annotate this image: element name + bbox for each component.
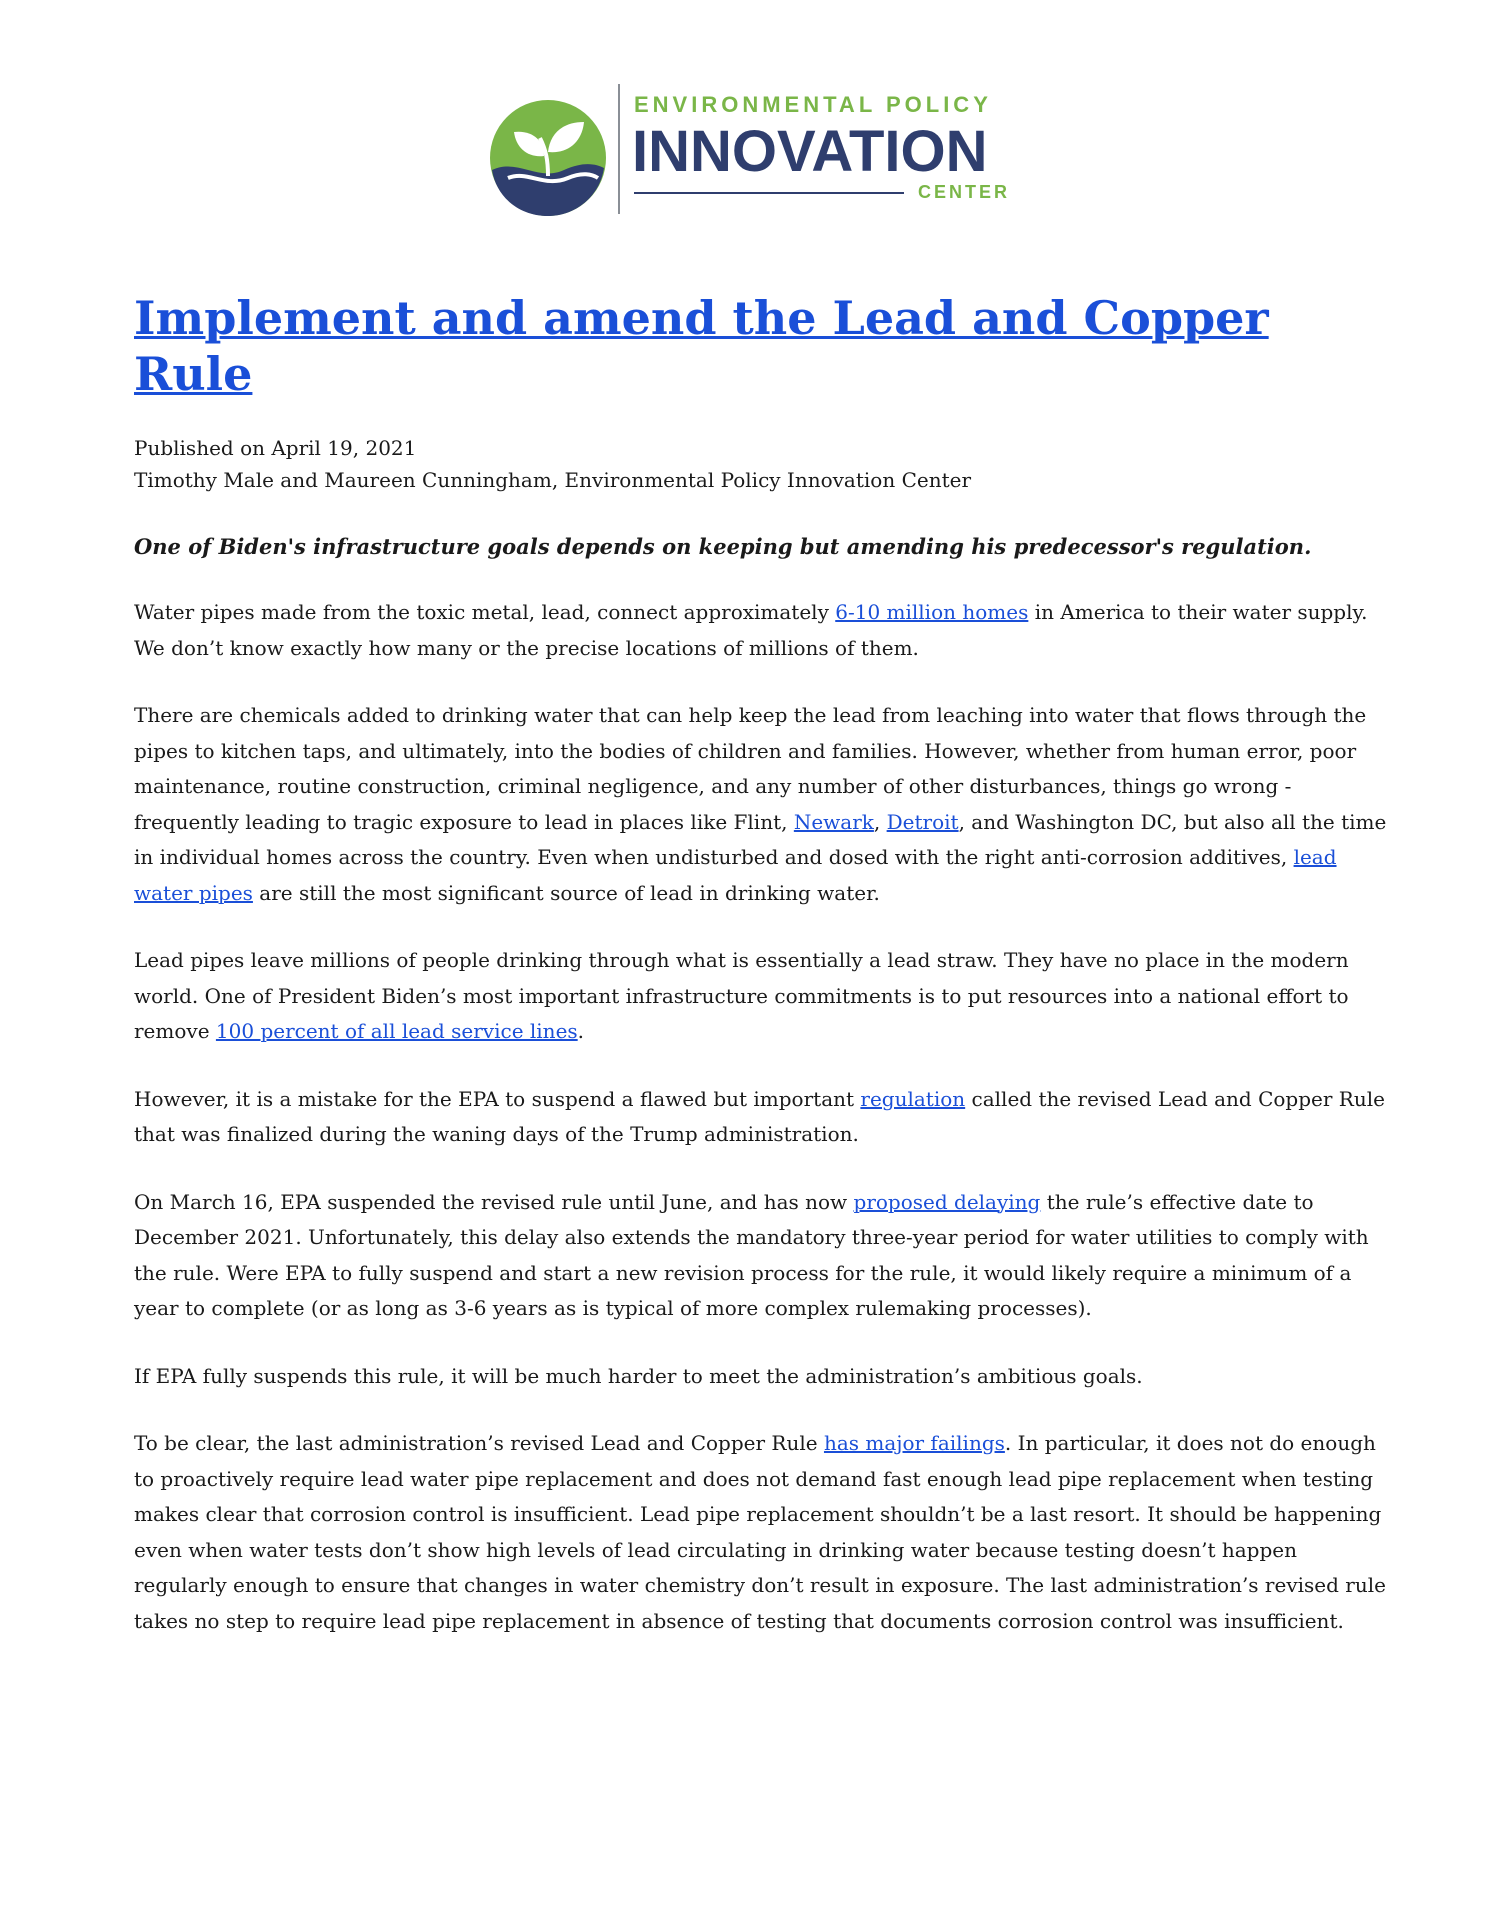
logo-line-innovation: INNOVATION bbox=[632, 119, 988, 184]
link-lead-service-lines[interactable]: 100 percent of all lead service lines bbox=[215, 1019, 578, 1043]
paragraph-1 bbox=[134, 595, 1394, 666]
link-newark[interactable]: Newark bbox=[793, 809, 874, 834]
published-date: Published on April 19, 2021 bbox=[134, 436, 417, 460]
text-span: called the revised Lead and Copper Rule that was finalized during the waning days of the Trump administration. bbox=[134, 1086, 1385, 1146]
article-title-link[interactable]: Implement and amend the Lead and Copper Rule bbox=[134, 291, 1269, 401]
text-span: To be clear, the last administration’s revised Lead and Copper Rule bbox=[134, 1431, 824, 1455]
article-authors: Timothy Male and Maureen Cunningham, Environmental Policy Innovation Center bbox=[134, 468, 972, 492]
link-lead-water-pipes[interactable]: lead water pipes bbox=[134, 845, 1337, 905]
text-span: , and Washington DC, but also all the time in individual homes across the country. Even when undisturbed and dosed with the right anti-corrosion additives, bbox=[134, 809, 1387, 869]
article-title bbox=[134, 290, 1394, 402]
text-span: There are chemicals added to drinking water that can help keep the lead from leaching into water that flows through the pipes to kitchen taps, and ultimately, into the bodies of children and families. However, whether from human error, poor maintenance, routine construction, criminal negligence, and any number of other disturbances, things go wrong - frequently leading to tragic exposure to lead in places like Flint, bbox=[134, 703, 1367, 834]
article bbox=[134, 290, 1394, 1639]
paragraph-6 bbox=[134, 1359, 1394, 1395]
paragraph-2 bbox=[134, 698, 1394, 911]
text-span: the rule’s effective date to December 2021. Unfortunately, this delay also extends the mandatory three-year period for water utilities to comply with the rule. Were EPA to fully suspend and start a new revision process for the rule, it would likely require a minimum of a year to complete (or as long as 3-6 years as is typical of more complex rulemaking processes). bbox=[134, 1189, 1369, 1320]
text-span: are still the most significant source of lead in drinking water. bbox=[252, 880, 880, 905]
link-regulation[interactable]: regulation bbox=[860, 1086, 966, 1111]
logo-rule bbox=[634, 192, 904, 194]
text-span: Lead pipes leave millions of people drinking through what is essentially a lead straw. They have no place in the modern world. One of President Biden’s most important infrastructure commitments is to put resources into a national effort to remove bbox=[134, 948, 1349, 1043]
text-span: However, it is a mistake for the EPA to suspend a flawed but important bbox=[134, 1086, 861, 1111]
text-span: in America to their water supply. We don’t know exactly how many or the precise locations of millions of them. bbox=[134, 600, 1368, 660]
text-span: . In particular, it does not do enough to proactively require lead water pipe replacement and does not demand fast enough lead pipe replacement when testing makes clear that corrosion control is insufficient. Lead pipe replacement shouldn’t be a last resort. It should be happening even when water tests don’t show high levels of lead circulating in drinking water because testing doesn’t happen regularly enough to ensure that changes in water chemistry don’t result in exposure. The last administration’s revised rule takes no step to require lead pipe replacement in absence of testing that documents corrosion control was insufficient. bbox=[134, 1431, 1386, 1633]
leaf-water-logo-icon bbox=[488, 98, 608, 218]
link-has-major-failings[interactable]: has major failings bbox=[823, 1431, 1005, 1455]
organization-logo bbox=[488, 84, 1018, 214]
logo-line-environmental-policy: ENVIRONMENTAL POLICY bbox=[634, 92, 992, 117]
logo-divider bbox=[618, 84, 620, 214]
text-span: . bbox=[577, 1019, 585, 1043]
article-lede: One of Biden's infrastructure goals depends on keeping but amending his predecessor's regulation. bbox=[134, 534, 1312, 559]
link-proposed-delaying[interactable]: proposed delaying bbox=[853, 1189, 1041, 1214]
article-meta bbox=[134, 432, 1394, 496]
logo-line-center: CENTER bbox=[918, 182, 1011, 202]
paragraph-4 bbox=[134, 1082, 1394, 1153]
link-detroit[interactable]: Detroit bbox=[886, 809, 959, 834]
text-span: , bbox=[873, 809, 887, 834]
paragraph-7 bbox=[134, 1426, 1394, 1639]
paragraph-3 bbox=[134, 943, 1394, 1050]
paragraph-5 bbox=[134, 1185, 1394, 1327]
text-span: If EPA fully suspends this rule, it will be much harder to meet the administration’s ambitious goals. bbox=[134, 1363, 1143, 1388]
text-span: On March 16, EPA suspended the revised rule until June, and has now bbox=[134, 1189, 854, 1214]
text-span: Water pipes made from the toxic metal, lead, connect approximately bbox=[134, 600, 836, 624]
link-6-10-million-homes[interactable]: 6-10 million homes bbox=[835, 600, 1029, 624]
